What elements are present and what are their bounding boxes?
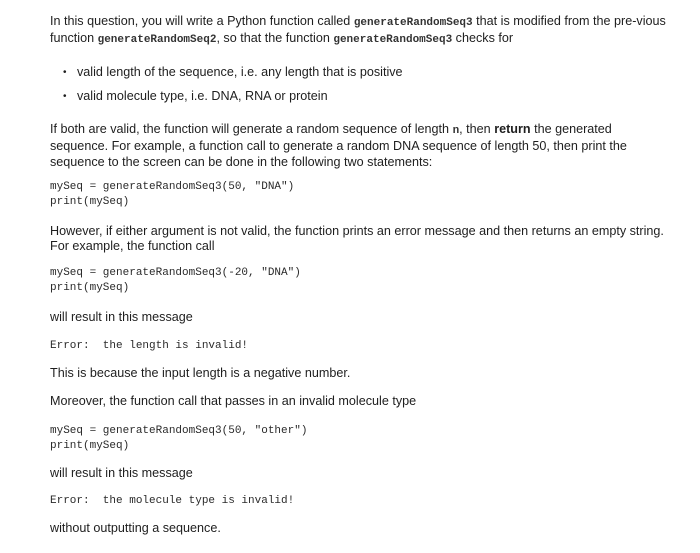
code-line: mySeq = generateRandomSeq3(-20, "DNA"): [50, 267, 301, 279]
code-line: mySeq = generateRandomSeq3(50, "DNA"): [50, 181, 295, 193]
result-text: will result in this message: [50, 310, 193, 324]
code-line: print(mySeq): [50, 440, 130, 452]
bullet-dot-icon: •: [63, 91, 67, 102]
error-message-length: Error: the length is invalid!: [50, 340, 249, 352]
bullet-item: [63, 65, 403, 80]
bullet-item: [63, 89, 328, 104]
molecule-type-text: Moreover, the function call that passes in an invalid molecule type: [50, 394, 417, 408]
code-line: print(mySeq): [50, 282, 130, 294]
inline-code: generateRandomSeq2: [97, 34, 217, 47]
inline-code: generateRandomSeq3: [353, 17, 473, 29]
bullet-text: valid molecule type, i.e. DNA, RNA or protein: [77, 89, 328, 103]
inline-code: n: [452, 125, 460, 137]
error-message-molecule: Error: the molecule type is invalid!: [50, 495, 295, 507]
code-line: print(mySeq): [50, 196, 130, 208]
inline-code: generateRandomSeq3: [333, 34, 453, 47]
bullet-dot-icon: •: [63, 67, 67, 78]
cut-off-text-edge: [50, 0, 670, 4]
intro-text: In this question, you will write a Python function called: [50, 14, 354, 28]
valid-case-paragraph: If both are valid, the function will generate a random sequence of length n, then return the generated sequence. For example, a function call to generate a random DNA sequence of length 50, then print the sequence to the screen can be done in the following two statements:: [50, 122, 627, 169]
code-block-valid-call: [50, 180, 294, 210]
intro-text: , so that the function: [216, 31, 334, 46]
bold-keyword: return: [494, 122, 531, 136]
intro-text: checks for: [452, 31, 514, 46]
invalid-case-paragraph: However, if either argument is not valid, the function prints an error message and then returns an empty string. For example, the function call: [50, 224, 664, 254]
intro-paragraph: [50, 14, 666, 49]
bullet-text: valid length of the sequence, i.e. any length that is positive: [77, 65, 403, 79]
closing-text: without outputting a sequence.: [50, 521, 221, 535]
code-line: mySeq = generateRandomSeq3(50, "other"): [50, 425, 308, 437]
code-block-invalid-type: [50, 424, 307, 454]
code-block-negative-length: [50, 266, 301, 296]
explanation-text: This is because the input length is a negative number.: [50, 366, 351, 380]
intro-text: that is modified from the pre-vious function: [50, 14, 666, 46]
result-text: will result in this message: [50, 466, 193, 480]
